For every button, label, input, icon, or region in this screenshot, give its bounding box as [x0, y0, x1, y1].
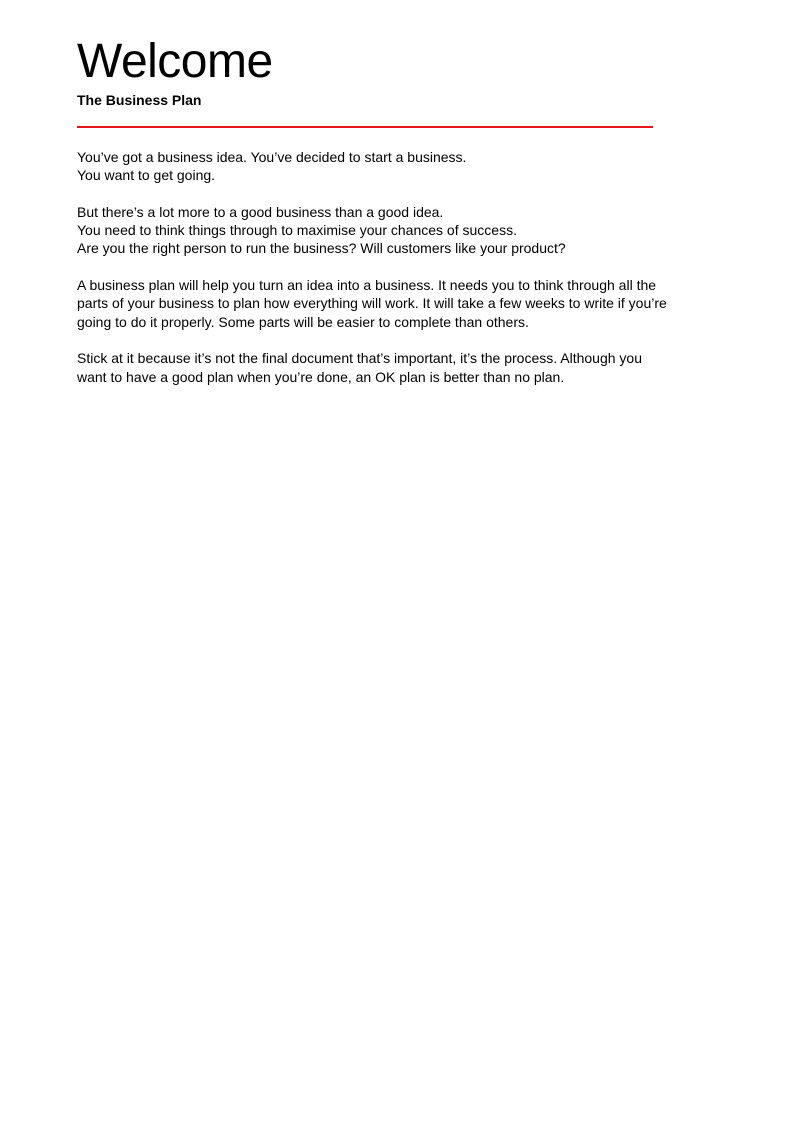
body-text — [77, 148, 747, 404]
text-line: You need to think things through to maximise your chances of success. — [77, 222, 517, 239]
text-line: parts of your business to plan how everything will work. It will take a few weeks to write if you’re — [77, 295, 667, 312]
page-subtitle: The Business Plan — [77, 92, 202, 108]
paragraph — [77, 276, 747, 331]
text-line: Stick at it because it’s not the final document that’s important, it’s the process. Although you — [77, 350, 642, 367]
text-line: But there’s a lot more to a good business than a good idea. — [77, 203, 444, 220]
paragraph — [77, 203, 747, 258]
paragraph — [77, 349, 747, 386]
text-line: Are you the right person to run the business? Will customers like your product? — [77, 240, 566, 257]
page-title: Welcome — [77, 35, 273, 88]
page-header — [77, 34, 677, 109]
text-line: going to do it properly. Some parts will be easier to complete than others. — [77, 313, 529, 330]
text-line: A business plan will help you turn an idea into a business. It needs you to think through all the — [77, 277, 657, 294]
header-divider — [77, 126, 653, 128]
text-line: You’ve got a business idea. You’ve decided to start a business. — [77, 149, 467, 165]
text-line: want to have a good plan when you’re done, an OK plan is better than no plan. — [77, 368, 565, 385]
text-line: You want to get going. — [77, 167, 216, 184]
paragraph — [77, 148, 747, 185]
